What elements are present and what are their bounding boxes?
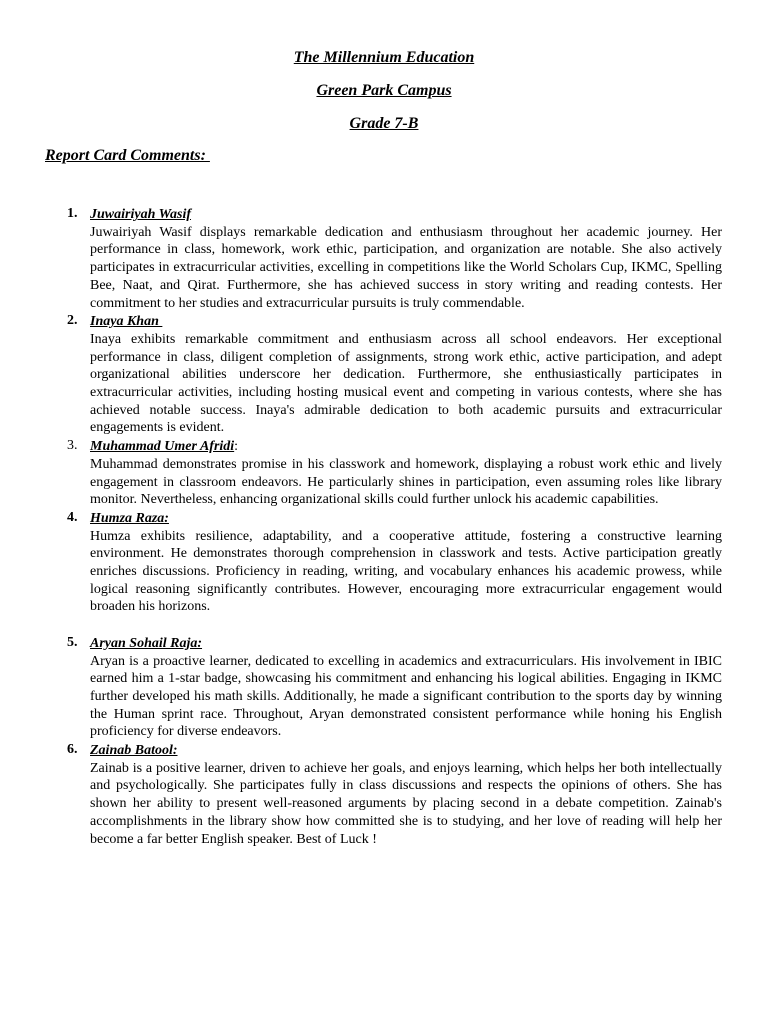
item-number: 1. bbox=[67, 206, 78, 221]
item-number: 3. bbox=[67, 438, 78, 454]
grade-title: Grade 7-B bbox=[349, 115, 419, 132]
item-number: 5. bbox=[67, 634, 78, 650]
comment-text: Juwairiyah Wasif displays remarkable dedication and enthusiasm throughout her academic journey. Her performance in class, homework, work ethic, participation, and organization are notable. She also actively participates in extracurricular activities, excelling in competitions like the World Scholars Cup, IKMC, Spelling Bee, Naat, and Qirat. Furthermore, she has achieved success in story writing and reading contests. Her commitment to her studies and extracurricular pursuits is truly commendable. bbox=[90, 224, 722, 311]
item-number: 6. bbox=[67, 742, 78, 758]
comment-text: Inaya exhibits remarkable commitment and enthusiasm across all school endeavors. Her exceptional performance in class, diligent completion of assignments, strong work ethic, active participation, and adept organizational abilities underscore her dedication. Furthermore, she enthusiastically participates in extracurricular activities, including hosting musical event and competing in various contests, where she has achieved notable success. Inaya's admirable dedication to both academic pursuits and extracurricular engagements is evident. bbox=[90, 331, 722, 436]
student-name-suffix: : bbox=[234, 439, 239, 455]
student-name: Zainab Batool: bbox=[90, 743, 178, 759]
item-number: 4. bbox=[67, 509, 78, 525]
list-item bbox=[0, 741, 722, 848]
list-item bbox=[0, 205, 722, 312]
comment-text: Muhammad demonstrates promise in his classwork and homework, displaying a robust work ethic and lively engagement in classroom endeavors. He particularly shines in participation, even assuming roles like library monitor. Nevertheless, enhancing organizational skills could further unlock his academic capabilities. bbox=[90, 456, 722, 508]
list-item bbox=[0, 509, 722, 616]
student-name: Humza Raza: bbox=[90, 510, 169, 526]
spacer bbox=[0, 616, 768, 634]
list-item bbox=[0, 312, 722, 437]
list-item bbox=[0, 634, 722, 741]
student-name: Muhammad Umer Afridi bbox=[90, 439, 235, 455]
comment-text: Aryan is a proactive learner, dedicated to excelling in academics and extracurriculars. His involvement in IBIC earned him a 1-star badge, showcasing his commitment and enhancing his logical abilities. Engaging in IKMC further developed his math skills. Additionally, he made a significant contribution to the sports day by winning the Human sprint race. Throughout, Aryan demonstrated consistent performance while honing his English proficiency for diverse endeavors. bbox=[90, 653, 722, 740]
student-name: Juwairiyah Wasif bbox=[90, 207, 192, 222]
report-card-heading: Report Card Comments: bbox=[45, 147, 210, 164]
comment-text: Zainab is a positive learner, driven to achieve her goals, and enjoys learning, which helps her both intellectually and psychologically. She participates fully in class discussions and respects the opinions of others. She has shown her ability to present well-reasoned arguments by placing second in a debate competition. Zainab's accomplishments in the library show how committed she is to studying, and her love of reading will help her become a far better English speaker. Best of Luck ! bbox=[90, 760, 722, 847]
comments-list bbox=[0, 205, 768, 848]
list-item bbox=[0, 437, 722, 509]
comment-text: Humza exhibits resilience, adaptability, and a cooperative attitude, fostering a constructive learning environment. He demonstrates thorough comprehension in classwork and tests. Active participation greatly enriches discussions. Proficiency in reading, writing, and vocabulary enhances his academic prowess, while logical reasoning significantly contributes. However, encouraging more extracurricular engagement would broaden his horizons. bbox=[90, 528, 722, 615]
school-name: The Millennium Education bbox=[293, 49, 475, 66]
student-name: Inaya Khan bbox=[90, 314, 163, 330]
item-number: 2. bbox=[67, 313, 78, 329]
campus-name: Green Park Campus bbox=[316, 82, 452, 99]
student-name: Aryan Sohail Raja: bbox=[90, 635, 203, 651]
